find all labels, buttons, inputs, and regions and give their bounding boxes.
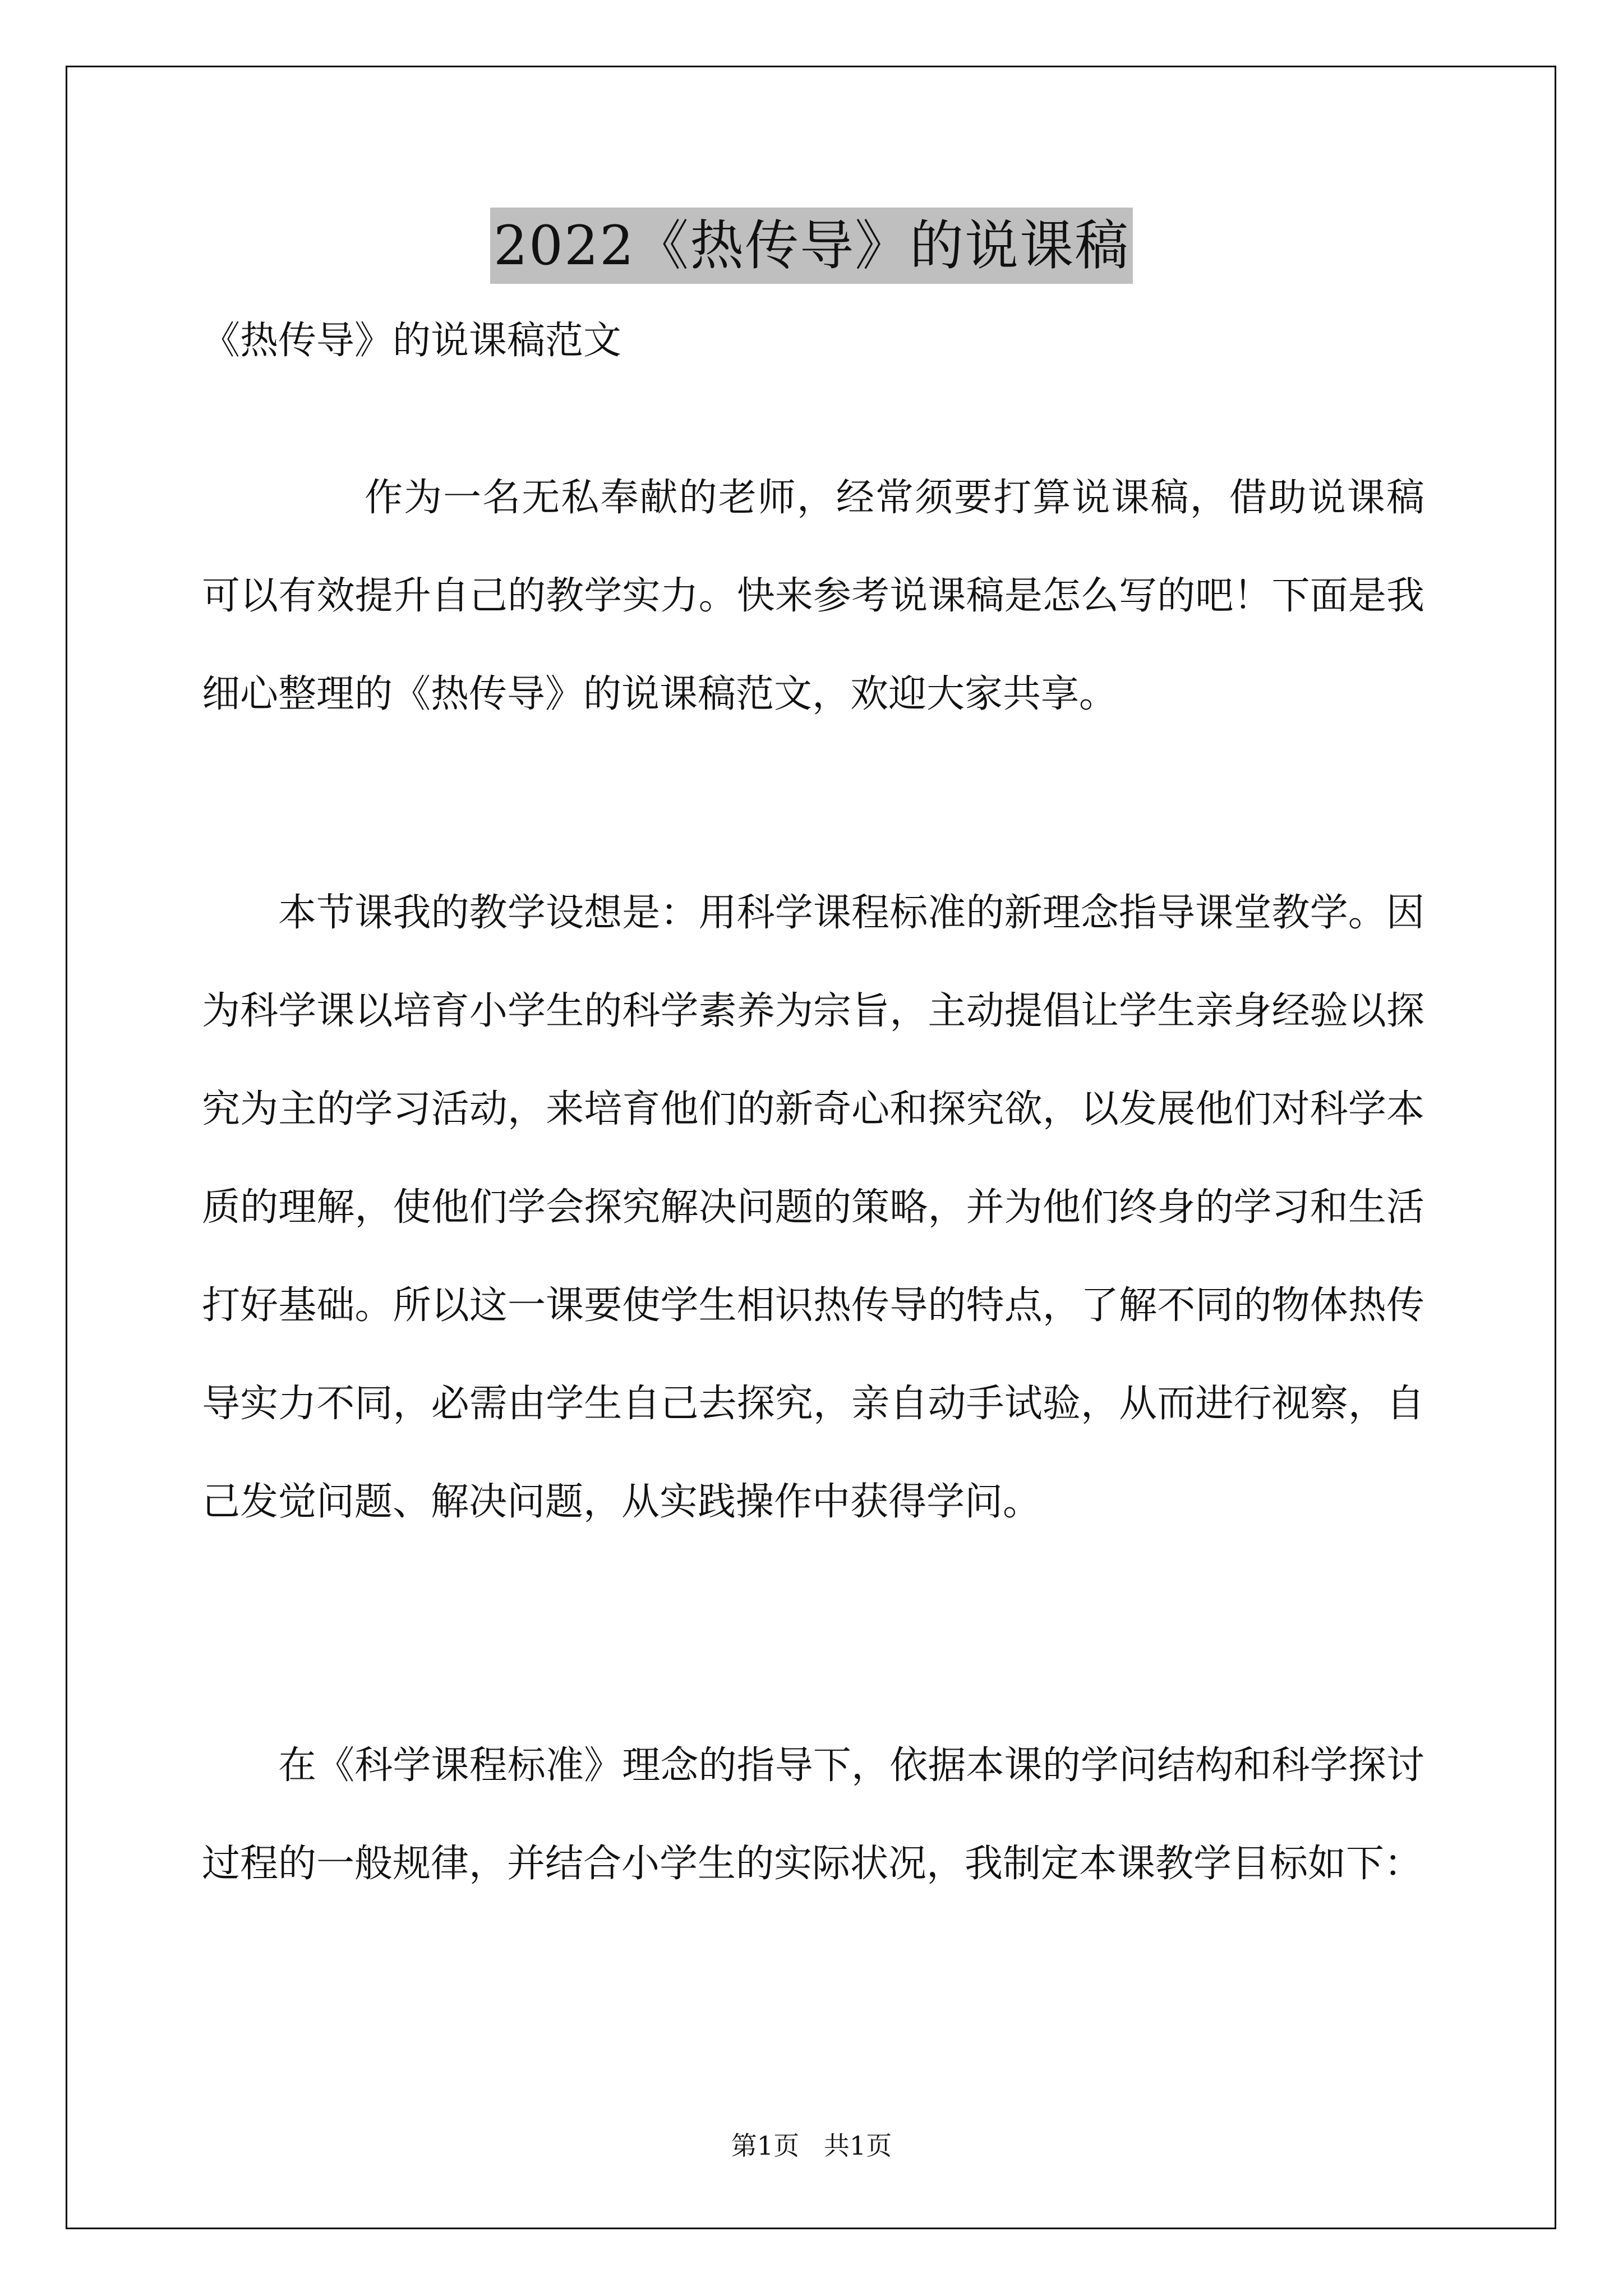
paragraph-objectives: 在《科学课程标准》理念的指导下，依据本课的学问结构和科学探讨过程的一般规律，并结合小学生的实际状况，我制定本课教学目标如下： — [202, 1743, 1424, 1886]
paragraph-teaching-idea: 本节课我的教学设想是：用科学课程标准的新理念指导课堂教学。因为科学课以培育小学生的科学素养为宗旨，主动提倡让学生亲身经验以探究为主的学习活动，来培育他们的新奇心和探究欲，以发展他们对科学本质的理解，使他们学会探究解决问题的策略，并为他们终身的学习和生活打好基础。所以这一课要使学生相识热传导的特点，了解不同的物体热传导实力不同，必需由学生自己去探究，亲自动手试验，从而进行视察，自己发觉问题、解决问题，从实践操作中获得学问。 — [202, 891, 1424, 1524]
page-number: 第1页 共1页 — [731, 2131, 892, 2161]
paragraph-intro: 作为一名无私奉献的老师，经常须要打算说课稿，借助说课稿可以有效提升自己的教学实力。快来参考说课稿是怎么写的吧！下面是我细心整理的《热传导》的说课稿范文，欢迎大家共享。 — [202, 476, 1424, 716]
document-subtitle: 《热传导》的说课稿范文 — [202, 319, 622, 363]
title-container — [0, 208, 1623, 284]
document-title: 2022《热传导》的说课稿 — [490, 208, 1133, 284]
page-footer — [0, 2129, 1623, 2162]
